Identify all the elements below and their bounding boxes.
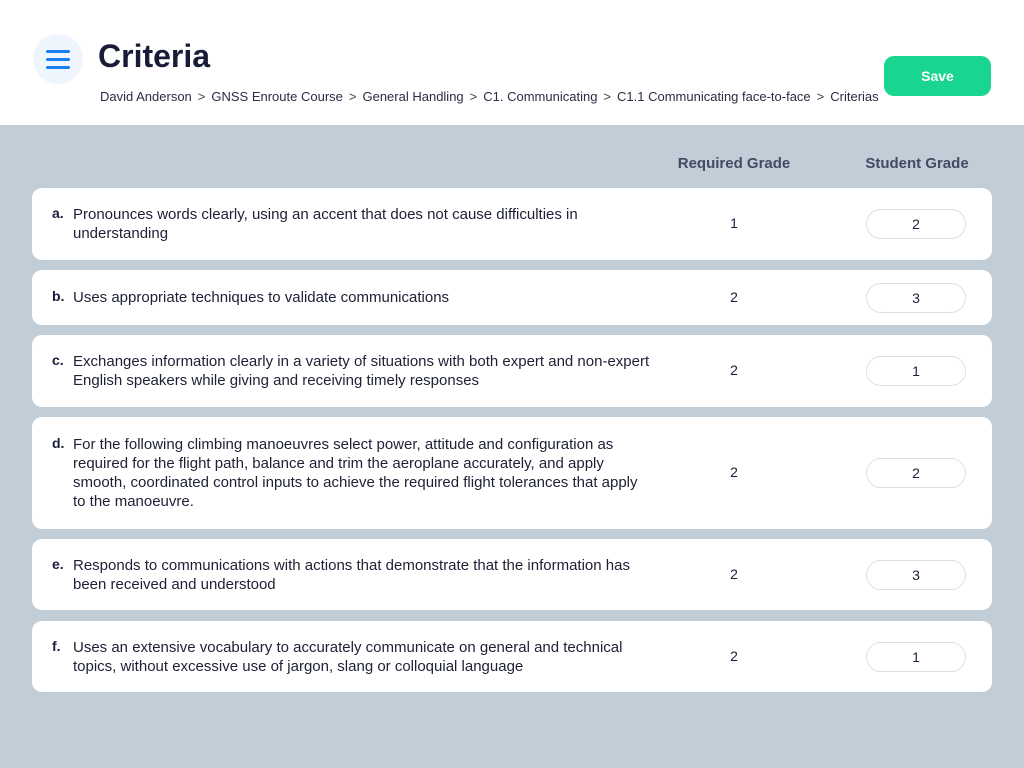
criteria-text: Pronounces words clearly, using an accent that does not cause difficulties in understanding bbox=[73, 206, 578, 242]
criteria-row bbox=[32, 335, 992, 407]
criteria-row bbox=[32, 621, 992, 692]
required-grade: 2 bbox=[730, 362, 738, 378]
criteria-text: Exchanges information clearly in a variety of situations with both expert and non-expert English speakers while giving and receiving timely responses bbox=[73, 353, 650, 389]
criteria-row bbox=[32, 417, 992, 529]
student-grade-input[interactable]: 3 bbox=[866, 560, 966, 590]
required-grade: 1 bbox=[730, 215, 738, 231]
chevron-right-icon: > bbox=[469, 89, 478, 104]
criteria-label: c. bbox=[52, 352, 64, 368]
breadcrumb bbox=[100, 89, 879, 104]
criteria-row bbox=[32, 270, 992, 325]
column-header-student: Student Grade bbox=[865, 155, 969, 172]
criteria-label: e. bbox=[52, 555, 64, 572]
chevron-right-icon: > bbox=[197, 89, 206, 104]
criteria-text: Responds to communications with actions that demonstrate that the information has been received and understood bbox=[73, 556, 630, 593]
required-grade: 2 bbox=[730, 464, 738, 480]
header bbox=[0, 0, 1024, 125]
student-grade-input[interactable]: 1 bbox=[866, 642, 966, 672]
criteria-label: f. bbox=[52, 637, 61, 654]
criteria-label: d. bbox=[52, 435, 65, 451]
required-grade: 2 bbox=[730, 565, 738, 582]
criteria-text: For the following climbing manoeuvres select power, attitude and configuration as required for the flight path, balance and trim the aeroplane accurately, and apply smooth, coordinated control inputs to achieve the required flight tolerances that apply to the manoeuvre. bbox=[73, 436, 638, 510]
required-grade: 2 bbox=[730, 288, 738, 305]
breadcrumb-item[interactable]: David Anderson bbox=[100, 89, 192, 104]
criteria-row bbox=[32, 188, 992, 260]
breadcrumb-item[interactable]: General Handling bbox=[362, 89, 464, 104]
breadcrumb-current: Criterias bbox=[830, 89, 879, 104]
column-header-required: Required Grade bbox=[677, 155, 791, 172]
save-button[interactable]: Save bbox=[884, 56, 991, 96]
student-grade-input[interactable]: 2 bbox=[866, 458, 966, 488]
required-grade: 2 bbox=[730, 647, 738, 664]
breadcrumb-item[interactable]: GNSS Enroute Course bbox=[211, 89, 343, 104]
menu-icon[interactable] bbox=[33, 34, 83, 84]
chevron-right-icon: > bbox=[603, 89, 612, 104]
breadcrumb-item[interactable]: C1. Communicating bbox=[483, 89, 598, 104]
breadcrumb-item[interactable]: C1.1 Communicating face-to-face bbox=[617, 89, 811, 104]
criteria-text: Uses appropriate techniques to validate communications bbox=[73, 289, 450, 306]
criteria-text: Uses an extensive vocabulary to accurately communicate on general and technical topics, without excessive use of jargon, slang or colloquial language bbox=[73, 638, 623, 675]
chevron-right-icon: > bbox=[816, 89, 825, 104]
student-grade-input[interactable]: 3 bbox=[866, 283, 966, 313]
criteria-label: b. bbox=[52, 288, 65, 304]
page-title: Criteria bbox=[98, 38, 211, 74]
criteria-label: a. bbox=[52, 205, 64, 221]
criteria-row bbox=[32, 539, 992, 610]
chevron-right-icon: > bbox=[348, 89, 357, 104]
student-grade-input[interactable]: 1 bbox=[866, 356, 966, 386]
student-grade-input[interactable]: 2 bbox=[866, 209, 966, 239]
